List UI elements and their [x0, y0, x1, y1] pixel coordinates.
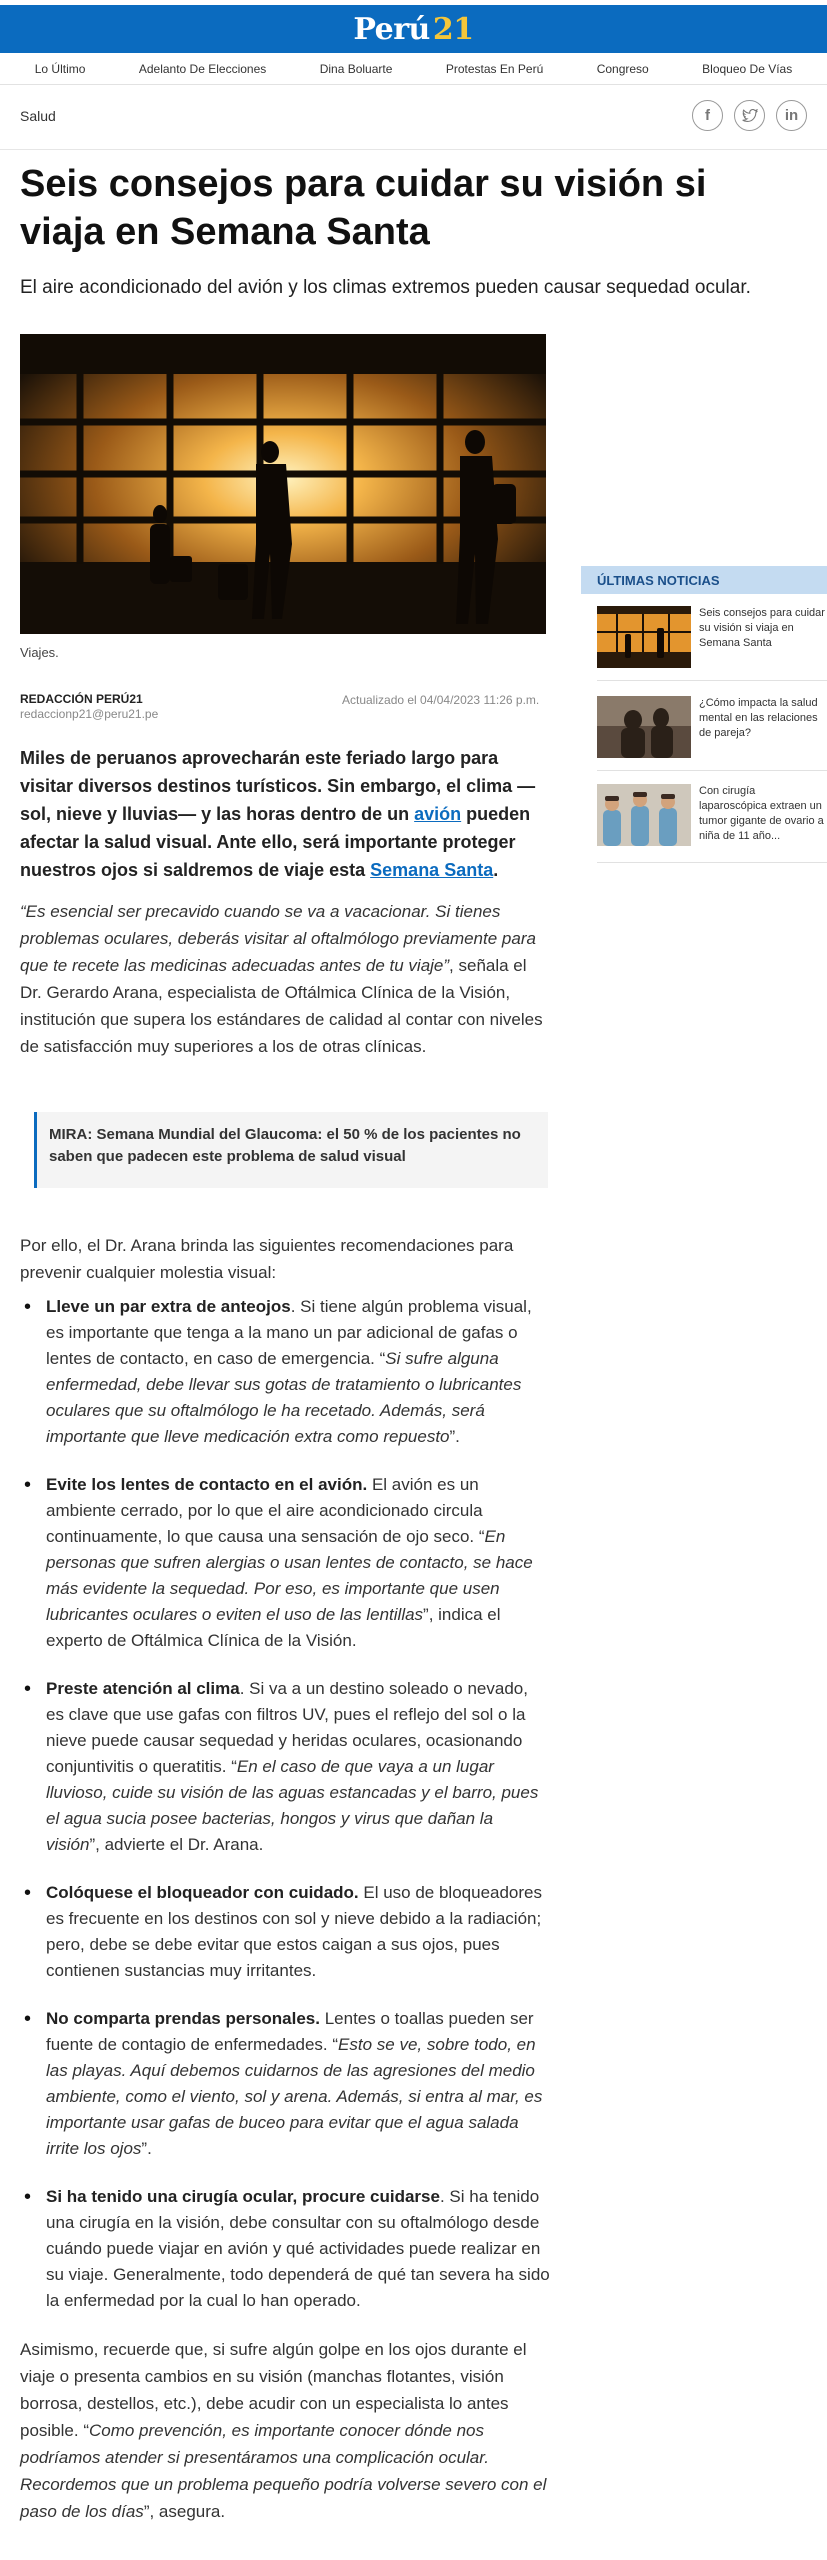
tip-heading: Colóquese el bloqueador con cuidado. — [46, 1883, 359, 1902]
news-thumbnail[interactable] — [597, 784, 691, 846]
couple-thumbnail — [597, 696, 691, 758]
site-logo[interactable] — [353, 12, 473, 47]
tip-quote: En personas que sufren alergias o usan lentes de contacto, se hace más evidente la sequedad. Por eso, es importante que usen lubricantes oculares o eviten el uso de las lentillas — [46, 1527, 533, 1624]
article-lead — [20, 744, 550, 884]
article-body — [20, 744, 550, 2525]
lead-text: Miles de peruanos aprovecharán este feriado largo para visitar diversos destinos turísticos. Sin embargo, el clima —sol, nieve y lluvias— y las horas dentro de un — [20, 748, 536, 824]
quote-italic: “Es esencial ser precavido cuando se va a vacacionar. Si tienes problemas oculares, deberás visitar al oftalmólogo previamente para que te recete las medicinas adecuadas antes de tu viaje” — [20, 902, 536, 975]
twitter-icon[interactable] — [734, 100, 765, 131]
bullet-icon: • — [24, 1296, 32, 1318]
airport-silhouette-photo — [20, 334, 546, 634]
surgery-team-thumbnail — [597, 784, 691, 846]
list-item — [20, 1676, 550, 1858]
hero-image — [20, 334, 546, 634]
news-thumbnail[interactable] — [597, 696, 691, 758]
news-divider — [597, 862, 827, 863]
tip-heading: No comparta prendas personales. — [46, 2009, 320, 2028]
tip-text: El uso de bloqueadores es frecuente en los destinos con sol y nieve debido a la radiación; pero, debe se debe evitar que estos caigan a sus ojos, pues contienen sustancias muy irritantes. — [46, 1883, 542, 1980]
quote-paragraph — [20, 898, 550, 1060]
news-item[interactable] — [597, 784, 827, 848]
nav-item-protestas[interactable]: Protestas En Perú — [445, 61, 544, 76]
closing-quote: Como prevención, es importante conocer dónde nos podríamos atender si presentáramos una complicación ocular. Recordemos que un problema pequeño podría volverse severo con el paso de los días — [20, 2421, 547, 2521]
news-title[interactable]: Con cirugía laparoscópica extraen un tumor gigante de ovario a niña de 11 año... — [699, 785, 824, 842]
bullet-icon: • — [24, 2008, 32, 2030]
news-title[interactable]: Seis consejos para cuidar su visión si viaja en Semana Santa — [699, 607, 825, 649]
related-article-box[interactable]: MIRA: Semana Mundial del Glaucoma: el 50 % de los pacientes no saben que padecen este problema de salud visual — [34, 1112, 548, 1188]
nav-item-bloqueo-vias[interactable]: Bloqueo De Vías — [702, 61, 793, 76]
section-label[interactable]: Salud — [20, 108, 56, 124]
news-item[interactable] — [597, 606, 827, 670]
tip-heading: Lleve un par extra de anteojos — [46, 1297, 291, 1316]
closing-end: ”, asegura. — [143, 2502, 226, 2521]
news-divider — [597, 770, 827, 771]
tip-heading: Evite los lentes de contacto en el avión. — [46, 1475, 368, 1494]
article-title: Seis consejos para cuidar su visión si viaja en Semana Santa — [20, 163, 707, 253]
tip-heading: Preste atención al clima — [46, 1679, 240, 1698]
bullet-icon: • — [24, 1474, 32, 1496]
tip-quote: Si sufre alguna enfermedad, debe llevar sus gotas de tratamiento o lubricantes oculares que su oftalmólogo le ha recetado. Además, será importante que lleve medicación extra como repuesto — [46, 1349, 522, 1446]
news-item[interactable] — [597, 696, 827, 760]
nav-item-lo-ultimo[interactable]: Lo Último — [34, 61, 86, 76]
tip-text: Lentes o toallas pueden ser fuente de contagio de enfermedades. “ — [46, 2009, 534, 2054]
tip-quote: Esto se ve, sobre todo, en las playas. Aquí debemos cuidarnos de las agresiones del medio ambiente, como el viento, sol y arena. Además, si entra al mar, es importante usar gafas de buceo para evitar que el agua salada irrite los ojos — [46, 2035, 543, 2158]
tip-end: ”. — [449, 1427, 460, 1446]
lead-text: pueden afectar la salud visual. Ante ello, será importante proteger nuestros ojos si saldremos de viaje esta — [20, 804, 531, 880]
list-item — [20, 2184, 550, 2314]
quote-attribution: , señala el Dr. Gerardo Arana, especialista de Oftálmica Clínica de la Visión, institución que supera los estándares de calidad al contar con niveles de satisfacción muy superiores a los de otras clínicas. — [20, 956, 543, 1056]
bullet-icon: • — [24, 1882, 32, 1904]
twitter-bird-icon — [742, 109, 758, 123]
tip-text: . Si ha tenido una cirugía en la visión, debe consultar con su oftalmólogo desde cuándo puede viajar en avión y qué actividades puede realizar en su viaje. Generalmente, todo dependerá de qué tan severa ha sido la enfermedad por la cual lo han operado. — [46, 2187, 550, 2310]
list-item — [20, 2006, 550, 2162]
tip-text: El avión es un ambiente cerrado, por lo que el aire acondicionado circula continuamente, lo que causa una sensación de ojo seco. “ — [46, 1475, 485, 1546]
logo-number: 21 — [432, 11, 474, 47]
bullet-icon: • — [24, 2186, 32, 2208]
nav-item-adelanto-elecciones[interactable]: Adelanto De Elecciones — [138, 61, 267, 76]
list-intro: Por ello, el Dr. Arana brinda las siguientes recomendaciones para prevenir cualquier molestia visual: — [20, 1236, 514, 1282]
author-name[interactable]: REDACCIÓN PERÚ21 — [20, 692, 143, 706]
list-item — [20, 1472, 550, 1654]
closing-text: Asimismo, recuerde que, si sufre algún golpe en los ojos durante el viaje o presenta cambios en su visión (manchas flotantes, visión borrosa, destellos, etc.), debe acudir con un especialista lo antes posible. “ — [20, 2340, 527, 2440]
article-subtitle: El aire acondicionado del avión y los climas extremos pueden causar sequedad ocular. — [20, 277, 751, 298]
avion-link[interactable]: avión — [414, 804, 462, 824]
lead-text: . — [493, 860, 499, 880]
news-title[interactable]: ¿Cómo impacta la salud mental en las relaciones de pareja? — [699, 697, 818, 739]
author-email[interactable]: redaccionp21@peru21.pe — [20, 707, 159, 721]
tip-end: ”, indica el experto de Oftálmica Clínica de la Visión. — [46, 1605, 501, 1650]
tip-end: ”, advierte el Dr. Arana. — [89, 1835, 264, 1854]
tip-heading: Si ha tenido una cirugía ocular, procure cuidarse — [46, 2187, 440, 2206]
closing-paragraph — [20, 2336, 550, 2525]
latest-news-sidebar — [581, 566, 827, 842]
semana-santa-link[interactable]: Semana Santa — [370, 860, 494, 880]
nav-item-dina-boluarte[interactable]: Dina Boluarte — [319, 61, 393, 76]
section-bar — [0, 86, 827, 150]
linkedin-icon[interactable]: in — [776, 100, 807, 131]
list-item — [20, 1294, 550, 1450]
airport-thumbnail — [597, 606, 691, 668]
main-nav — [0, 53, 827, 85]
bullet-icon: • — [24, 1678, 32, 1700]
tip-quote: En el caso de que vaya a un lugar lluvioso, cuide su visión de las aguas estancadas y el barro, pues el agua sucia posee bacterias, hongos y virus que dañan la visión — [46, 1757, 539, 1854]
nav-item-congreso[interactable]: Congreso — [596, 61, 649, 76]
updated-timestamp: Actualizado el 04/04/2023 11:26 p.m. — [342, 693, 540, 707]
sidebar-heading: ÚLTIMAS NOTICIAS — [581, 566, 827, 594]
tip-end: ”. — [141, 2139, 152, 2158]
logo-text: Perú — [353, 11, 430, 47]
tip-text: . Si va a un destino soleado o nevado, es clave que use gafas con filtros UV, pues el reflejo del sol o la nieve puede causar sequedad y heridas oculares, ocasionando conjuntivitis o queratitis. “ — [46, 1679, 528, 1776]
news-thumbnail[interactable] — [597, 606, 691, 668]
tip-text: . Si tiene algún problema visual, es importante que tenga a la mano un par adicional de gafas o lentes de contacto, en caso de emergencia. “ — [46, 1297, 532, 1368]
news-divider — [597, 680, 827, 681]
list-item — [20, 1880, 550, 1984]
image-caption: Viajes. — [20, 645, 59, 660]
tips-list — [20, 1294, 550, 2314]
site-header — [0, 5, 827, 53]
facebook-icon[interactable]: f — [692, 100, 723, 131]
